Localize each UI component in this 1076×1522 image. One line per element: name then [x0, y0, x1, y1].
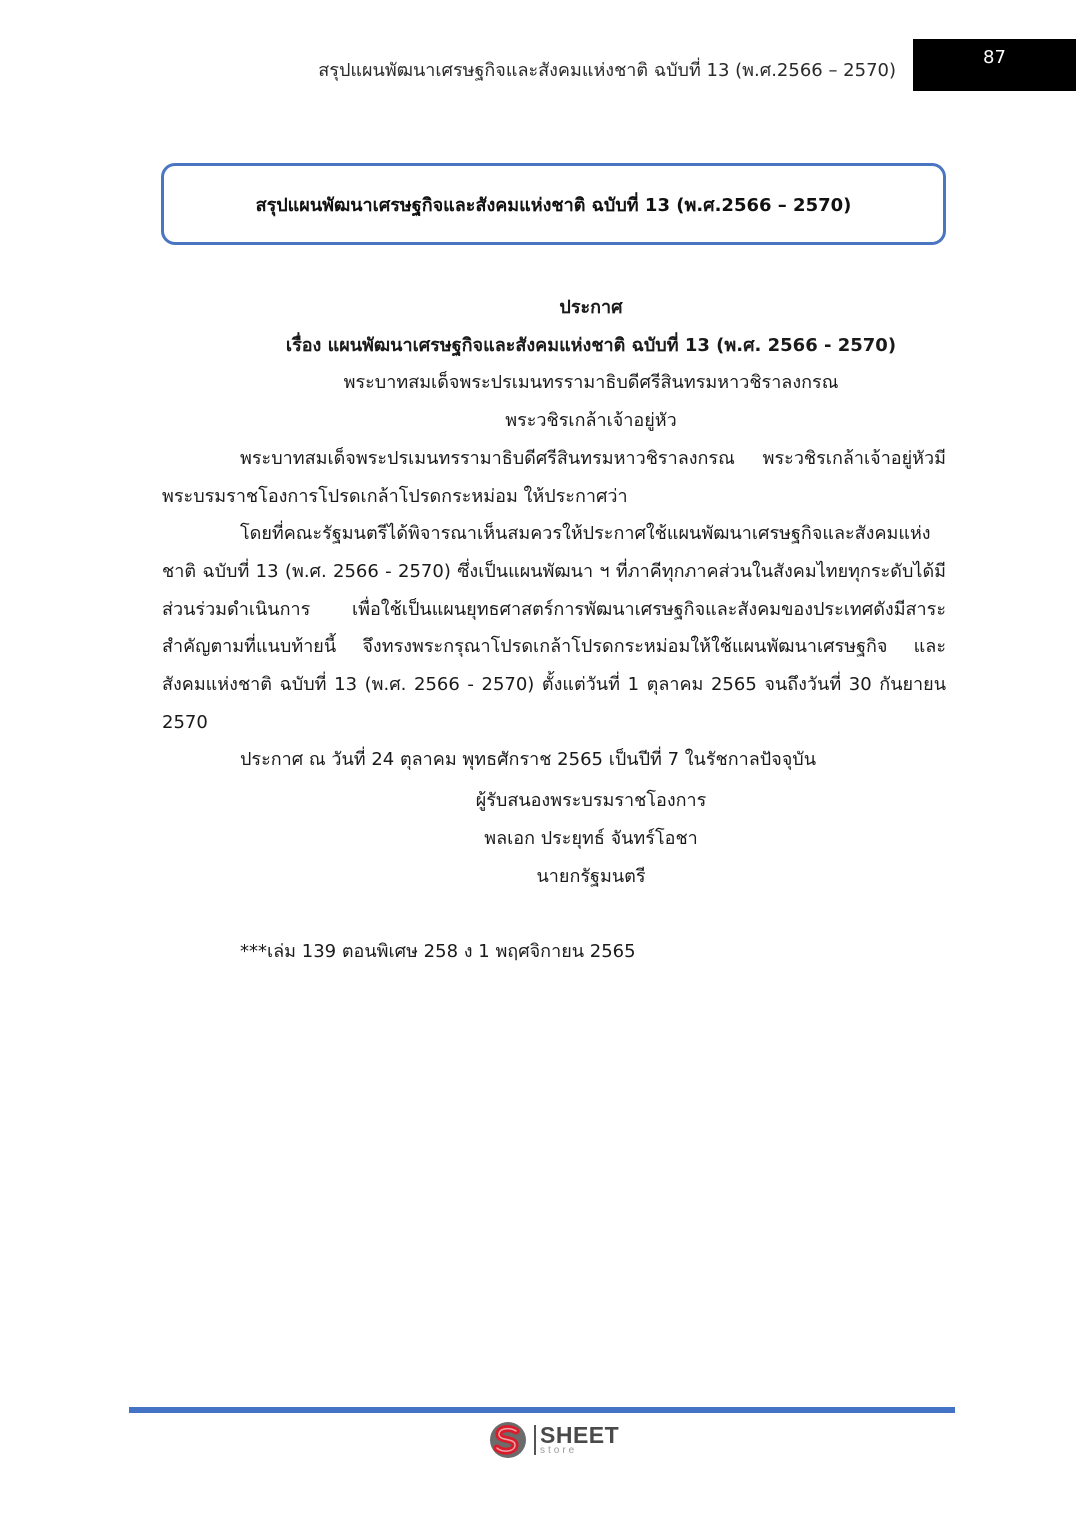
logo-word-store: store [540, 1445, 578, 1456]
king-title-line-2: พระวชิรเกล้าเจ้าอยู่หัว [505, 410, 677, 432]
signature-countersign: ผู้รับสนองพระบรมราชโองการ [475, 790, 707, 811]
king-title-line-1: พระบาทสมเด็จพระปรเมนทรรามาธิบดีศรีสินทรมหาวชิราลงกรณ [343, 372, 839, 394]
sheet-store-logo [488, 1420, 619, 1460]
paragraph-royal-command: พระบาทสมเด็จพระปรเมนทรรามาธิบดีศรีสินทรมหาวชิราลงกรณ พระวชิรเกล้าเจ้าอยู่หัวมีพระบรมราชโองการโปรดเกล้าโปรดกระหม่อม ให้ประกาศว่า [162, 447, 946, 507]
logo-word-sheet: SHEET [540, 1422, 620, 1448]
title-box [161, 163, 946, 245]
signature-block [162, 782, 1020, 896]
sheet-store-s-icon [488, 1420, 528, 1460]
logo-text [540, 1424, 619, 1456]
logo-divider [534, 1425, 536, 1455]
footer-rule [129, 1407, 955, 1413]
signature-name: พลเอก ประยุทธ์ จันทร์โอชา [484, 828, 698, 849]
announcement-body [162, 289, 946, 779]
announcement-subject: เรื่อง แผนพัฒนาเศรษฐกิจและสังคมแห่งชาติ ฉบับที่ 13 (พ.ศ. 2566 - 2570) [285, 334, 897, 356]
announcement-heading: ประกาศ [559, 297, 623, 318]
title-box-text: สรุปแผนพัฒนาเศรษฐกิจและสังคมแห่งชาติ ฉบับที่ 13 (พ.ศ.2566 – 2570) [255, 194, 852, 216]
announcement-date-line: ประกาศ ณ วันที่ 24 ตุลาคม พุทธศักราช 2565 เป็นปีที่ 7 ในรัชกาลปัจจุบัน [240, 749, 817, 771]
running-header-title: สรุปแผนพัฒนาเศรษฐกิจและสังคมแห่งชาติ ฉบับที่ 13 (พ.ศ.2566 – 2570) [318, 60, 896, 81]
signature-position: นายกรัฐมนตรี [536, 866, 646, 887]
gazette-reference: ***เล่ม 139 ตอนพิเศษ 258 ง 1 พฤศจิกายน 2565 [240, 941, 636, 962]
page-number: 87 [913, 39, 1076, 91]
paragraph-cabinet-decision: โดยที่คณะรัฐมนตรีได้พิจารณาเห็นสมควรให้ประกาศใช้แผนพัฒนาเศรษฐกิจและสังคมแห่งชาติ ฉบับที่ 13 (พ.ศ. 2566 - 2570) ซึ่งเป็นแผนพัฒนา ฯ ที่ภาคีทุกภาคส่วนในสังคมไทยทุกระดับได้มีส่วนร่วมดำเนินการ เพื่อใช้เป็นแผนยุทธศาสตร์การพัฒนาเศรษฐกิจและสังคมของประเทศดังมีสาระสำคัญตามที่แนบท้ายนี้ จึงทรงพระกรุณาโปรดเกล้าโปรดกระหม่อมให้ใช้แผนพัฒนาเศรษฐกิจ และสังคมแห่งชาติ ฉบับที่ 13 (พ.ศ. 2566 - 2570) ตั้งแต่วันที่ 1 ตุลาคม 2565 จนถึงวันที่ 30 กันยายน 2570 [162, 523, 946, 733]
